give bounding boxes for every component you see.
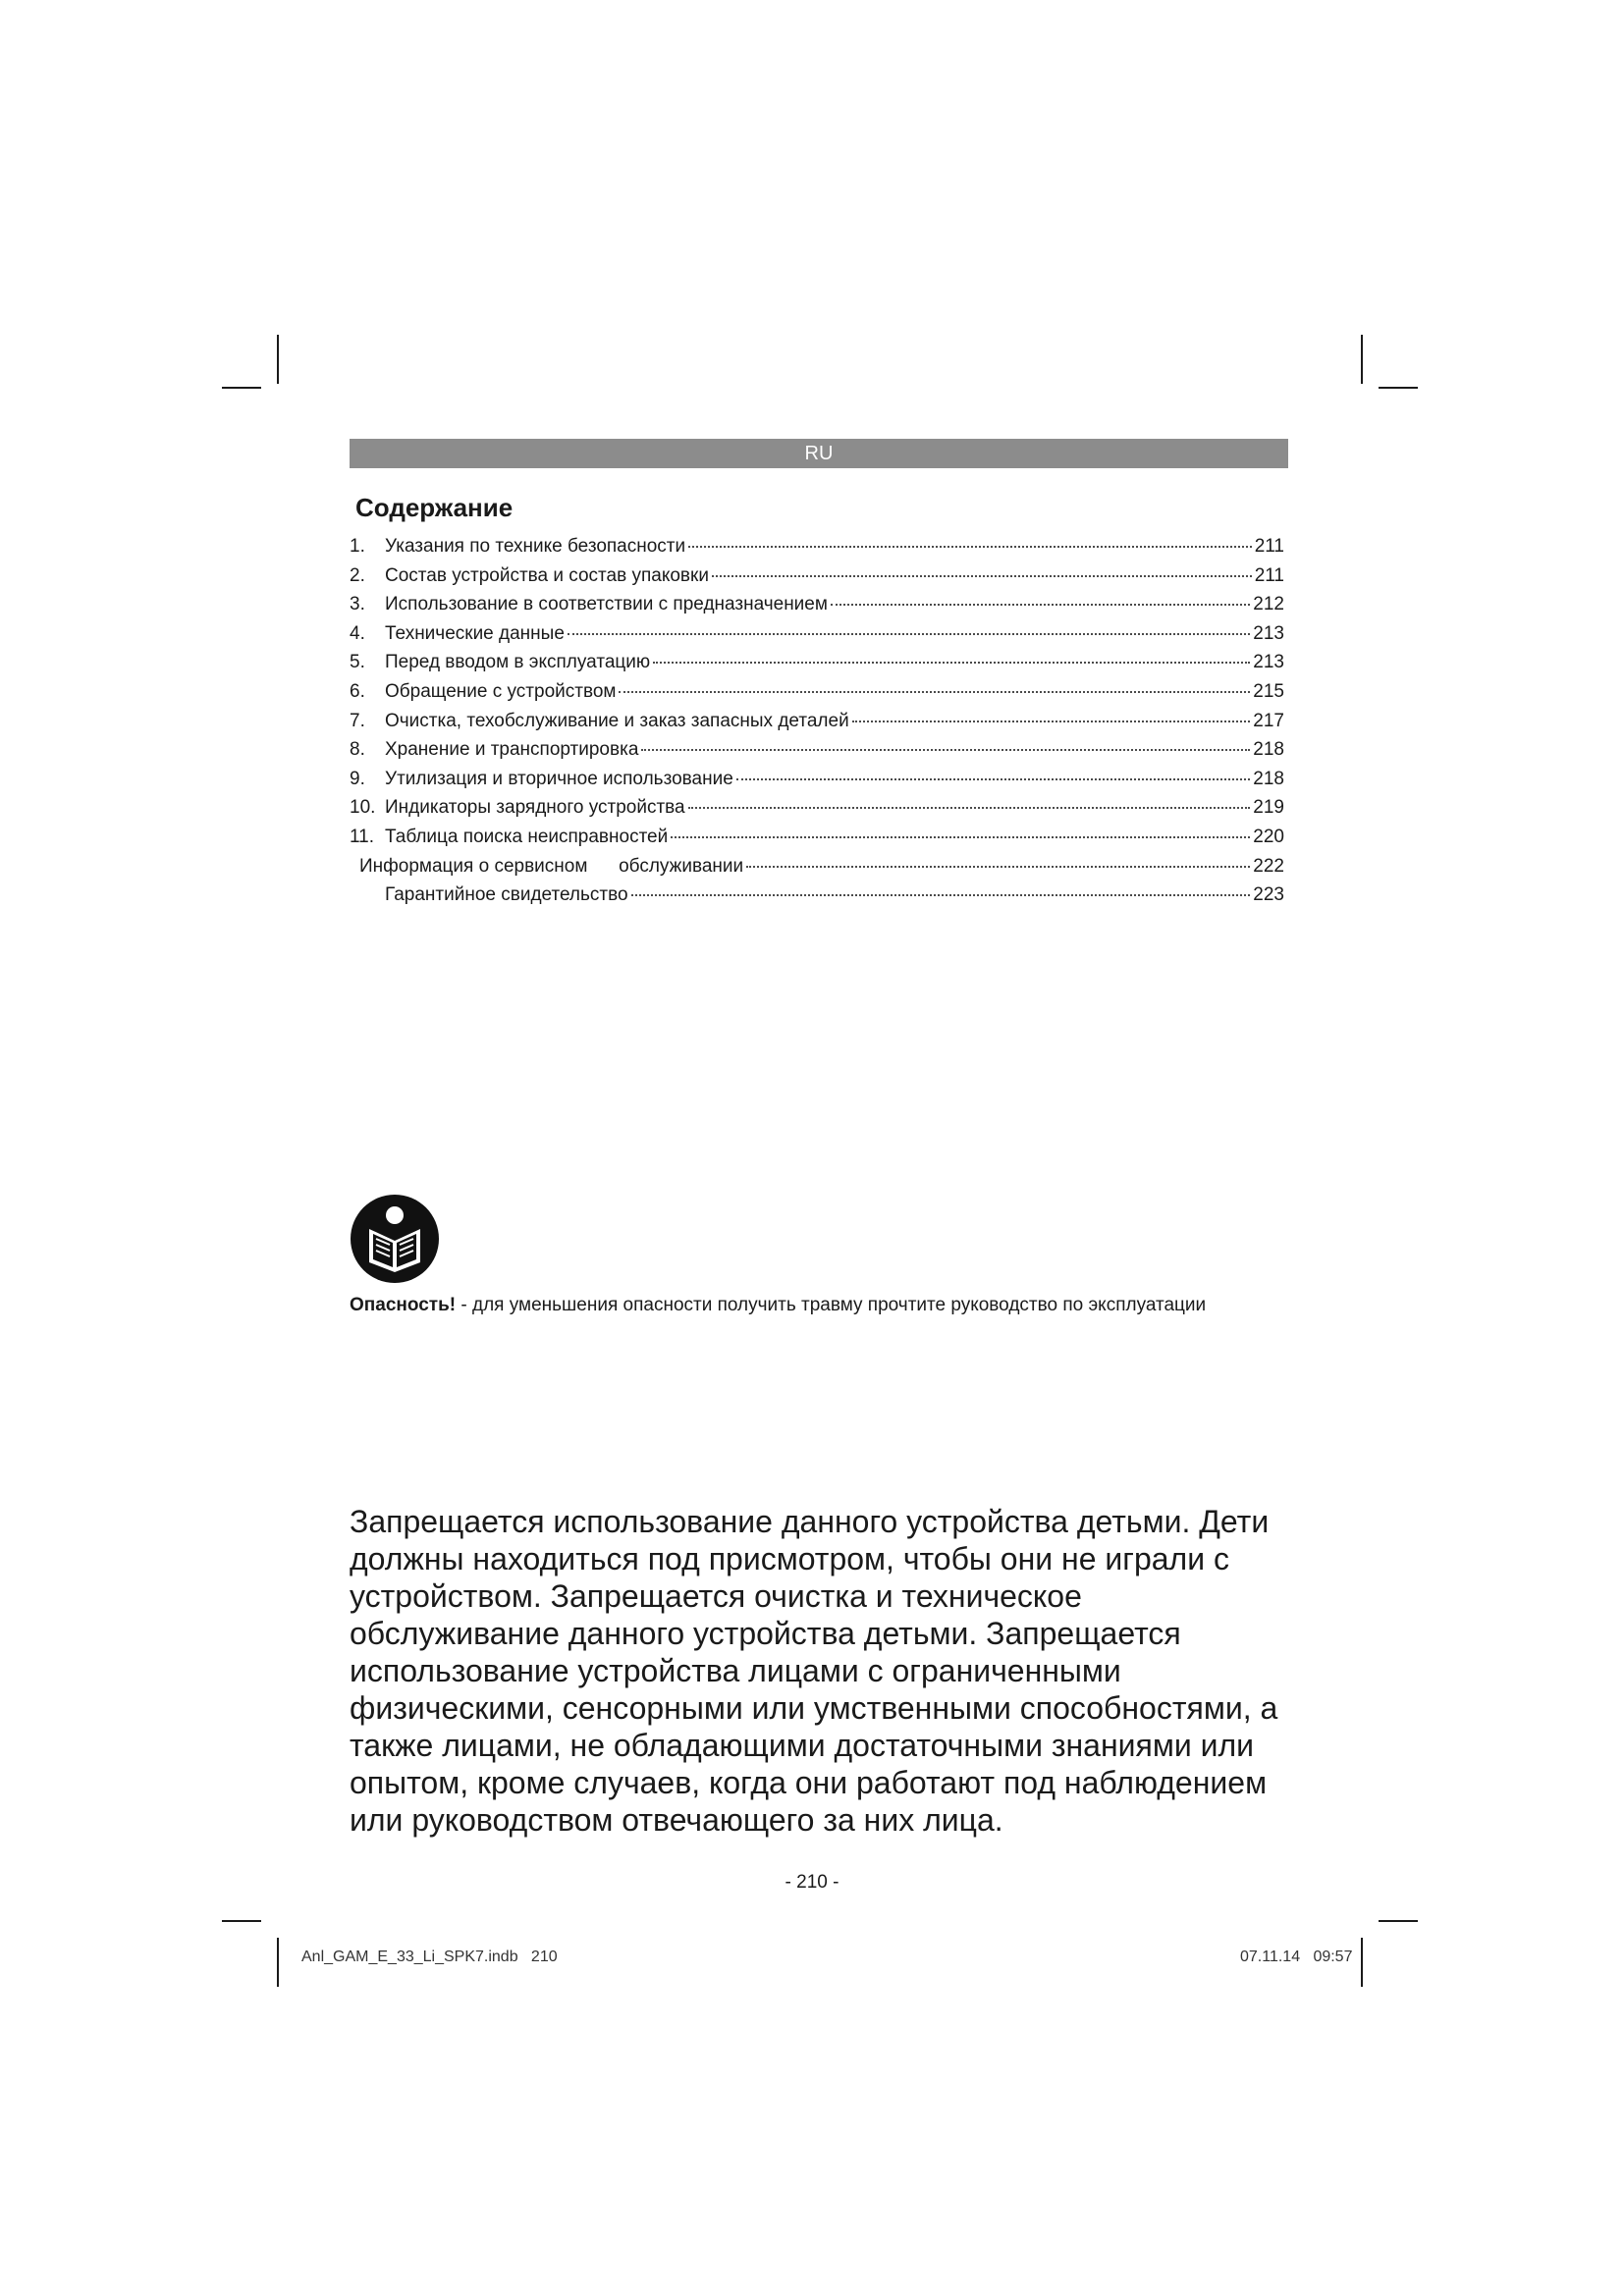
toc-entry-number: 6. (350, 680, 365, 702)
danger-text: - для уменьшения опасности получить травму прочтите руководство по эксплуатации (456, 1295, 1207, 1315)
toc-leader-dots (568, 631, 1250, 635)
toc-leader-dots (746, 864, 1250, 868)
crop-mark (1379, 1920, 1418, 1922)
toc-entry-page: 217 (1253, 710, 1284, 731)
toc-title: Содержание (355, 493, 514, 522)
toc-leader-dots (688, 805, 1251, 809)
toc-entry-page: 215 (1253, 680, 1284, 702)
toc-leader-dots (619, 689, 1250, 693)
toc-entry-page: 212 (1253, 594, 1284, 615)
page-number: - 210 - (785, 1872, 839, 1893)
toc-leader-dots (831, 602, 1250, 606)
toc-entry-title: Гарантийное свидетельство (385, 884, 628, 906)
toc-entry-title: Указания по технике безопасности (385, 536, 686, 557)
toc-entry-page: 213 (1253, 622, 1284, 644)
crop-mark (1361, 335, 1363, 384)
toc-entry-title: Информация о сервисном обслуживании (359, 855, 744, 877)
toc-entry[interactable] (350, 623, 1284, 653)
toc-entry-title: Перед вводом в эксплуатацию (385, 652, 651, 673)
toc-entry[interactable] (350, 565, 1284, 595)
toc-leader-dots (852, 719, 1251, 722)
toc-entry[interactable] (350, 652, 1284, 681)
toc-entry[interactable] (350, 739, 1284, 769)
toc-entry[interactable] (350, 884, 1284, 914)
footer-timestamp (1240, 1949, 1352, 1966)
toc-entry-number: 9. (350, 768, 365, 789)
crop-mark (1361, 1938, 1363, 1987)
table-of-contents (350, 536, 1284, 914)
crop-mark (222, 1920, 261, 1922)
toc-entry-title: Состав устройства и состав упаковки (385, 564, 709, 586)
toc-leader-dots (736, 776, 1251, 780)
toc-leader-dots (712, 573, 1252, 577)
toc-entry-page: 211 (1254, 564, 1284, 586)
toc-leader-dots (671, 834, 1250, 838)
toc-entry-number: 1. (350, 536, 365, 557)
toc-entry-title: Утилизация и вторичное использование (385, 768, 733, 789)
toc-entry-number: 8. (350, 739, 365, 761)
children-safety-warning: Запрещается использование данного устройства детьми. Дети должны находиться под присмотром, чтобы они не играли с устройством. Запрещается очистка и техническое обслуживание данного устройства детьми. Запрещается использование устройства лицами с ограниченными физическими, сенсорными или умственными способностями, а также лицами, не обладающими достаточными знаниями или опытом, кроме случаев, когда они работают под наблюдением или руководством отвечающего за них лица. (350, 1504, 1278, 1838)
language-header-bar: RU (350, 439, 1288, 468)
toc-entry-number: 5. (350, 652, 365, 673)
danger-label: Опасность! (350, 1295, 457, 1315)
toc-entry-title: Таблица поиска неисправностей (385, 826, 669, 847)
toc-entry-page: 222 (1253, 855, 1284, 877)
toc-entry-page: 220 (1253, 826, 1284, 847)
toc-entry-page: 218 (1253, 768, 1284, 789)
toc-entry-number: 4. (350, 622, 365, 644)
toc-entry[interactable] (350, 681, 1284, 711)
toc-entry[interactable] (350, 536, 1284, 565)
footer-date: 07.11.14 (1240, 1949, 1301, 1965)
crop-mark (1379, 387, 1418, 389)
danger-notice (350, 1292, 1233, 1318)
toc-entry-number: 10. (350, 797, 376, 819)
toc-entry-title: Обращение с устройством (385, 680, 617, 702)
toc-entry-page: 211 (1254, 536, 1284, 557)
crop-mark (222, 387, 261, 389)
toc-entry-number: 11. (350, 826, 375, 847)
footer-file-info: Anl_GAM_E_33_Li_SPK7.indb 210 (301, 1949, 558, 1965)
toc-entry-page: 213 (1253, 652, 1284, 673)
toc-entry[interactable] (350, 827, 1284, 856)
crop-mark (277, 1938, 279, 1987)
toc-entry-page: 223 (1253, 884, 1284, 906)
toc-leader-dots (653, 660, 1250, 664)
toc-entry-title: Хранение и транспортировка (385, 739, 639, 761)
toc-entry[interactable] (350, 856, 1284, 885)
toc-entry-title: Индикаторы зарядного устройства (385, 797, 685, 819)
toc-entry-number: 3. (350, 594, 365, 615)
read-manual-icon (350, 1194, 440, 1284)
toc-entry-number: 7. (350, 710, 365, 731)
toc-leader-dots (641, 747, 1250, 751)
toc-entry-number: 2. (350, 564, 365, 586)
crop-mark (277, 335, 279, 384)
toc-entry[interactable] (350, 711, 1284, 740)
toc-entry[interactable] (350, 594, 1284, 623)
toc-entry-title: Очистка, техобслуживание и заказ запасных деталей (385, 710, 849, 731)
toc-entry[interactable] (350, 769, 1284, 798)
toc-entry[interactable] (350, 797, 1284, 827)
toc-entry-title: Технические данные (385, 622, 565, 644)
toc-entry-title: Использование в соответствии с предназначением (385, 594, 828, 615)
toc-entry-page: 218 (1253, 739, 1284, 761)
toc-entry-page: 219 (1253, 797, 1284, 819)
toc-leader-dots (631, 892, 1251, 896)
toc-leader-dots (688, 544, 1252, 548)
footer-time: 09:57 (1313, 1949, 1353, 1965)
